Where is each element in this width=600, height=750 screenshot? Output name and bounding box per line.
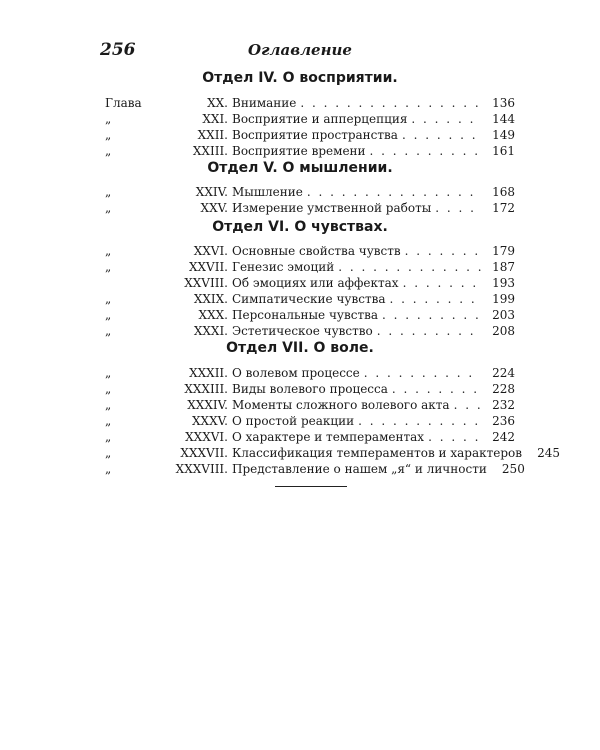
chapter-numeral: XXXI. — [193, 324, 228, 338]
chapter-title: Симпатические чувства — [232, 292, 386, 306]
dot-leader — [377, 322, 481, 340]
entry-prefix: „ — [105, 414, 112, 428]
page-ref: 187 — [492, 260, 515, 274]
dot-leader — [435, 199, 481, 217]
chapter-title: О волевом процессе — [232, 366, 360, 380]
toc-entry[interactable] — [105, 199, 515, 217]
entry-prefix: „ — [105, 398, 112, 412]
entry-prefix: „ — [105, 366, 112, 380]
entry-prefix: „ — [105, 260, 112, 274]
running-title: Оглавление — [248, 41, 352, 59]
chapter-numeral: XXVIII. — [184, 276, 228, 290]
page-ref: 250 — [501, 462, 525, 476]
chapter-title: Моменты сложного волевого акта — [232, 398, 450, 412]
entry-prefix: „ — [105, 144, 112, 158]
entry-prefix: „ — [105, 430, 112, 444]
page-ref: 199 — [492, 292, 515, 306]
page-ref: 224 — [492, 366, 515, 380]
chapter-numeral: XXXIV. — [187, 398, 228, 412]
entry-prefix: „ — [105, 462, 112, 476]
page-ref: 203 — [492, 308, 515, 322]
chapter-numeral: XXIII. — [192, 144, 228, 158]
entry-prefix: „ — [105, 128, 112, 142]
chapter-title: Представление о нашем „я“ и личности — [232, 462, 487, 476]
chapter-title: О простой реакции — [232, 414, 355, 428]
chapter-numeral: XXX. — [198, 308, 228, 322]
section-title: Отдел IV. О восприятии. — [202, 70, 398, 86]
page-ref: 232 — [492, 398, 515, 412]
entry-prefix: „ — [105, 292, 112, 306]
page-number: 256 — [100, 40, 136, 60]
end-rule — [275, 486, 347, 487]
toc-entry[interactable] — [105, 322, 515, 340]
page-ref: 242 — [492, 430, 515, 444]
chapter-title: Измерение умственной работы — [232, 201, 432, 215]
chapter-title: Персональные чувства — [232, 308, 378, 322]
entry-prefix: „ — [105, 185, 112, 199]
chapter-title: Восприятие времени — [232, 144, 366, 158]
section-title: Отдел VI. О чувствах. — [212, 219, 388, 235]
page-ref: 144 — [492, 112, 515, 126]
entry-prefix: „ — [105, 201, 112, 215]
page-ref: 168 — [492, 185, 515, 199]
chapter-numeral: XXXV. — [191, 414, 228, 428]
chapter-title: Внимание — [232, 96, 297, 110]
toc-entry[interactable] — [105, 142, 515, 160]
page-ref: 172 — [492, 201, 515, 215]
chapter-numeral: XXIV. — [195, 185, 228, 199]
page-ref: 245 — [537, 446, 560, 460]
chapter-title: Генезис эмоций — [232, 260, 335, 274]
chapter-title: Восприятие и апперцепция — [232, 112, 408, 126]
entry-prefix: „ — [105, 382, 112, 396]
chapter-title: Об эмоциях или аффектах — [232, 276, 399, 290]
chapter-numeral: XXI. — [202, 112, 228, 126]
chapter-title: Классификация темпераментов и характеров — [232, 446, 522, 460]
chapter-title: Мышление — [232, 185, 303, 199]
chapter-title: Эстетическое чувство — [232, 324, 373, 338]
entry-prefix: „ — [105, 244, 112, 258]
toc-entry[interactable] — [105, 460, 525, 478]
entry-prefix: „ — [105, 112, 112, 126]
chapter-numeral: XXVI. — [193, 244, 228, 258]
section-title: Отдел VII. О воле. — [226, 340, 374, 356]
chapter-title: Восприятие пространства — [232, 128, 398, 142]
page-ref: 228 — [492, 382, 515, 396]
chapter-numeral: XXV. — [200, 201, 228, 215]
page-ref: 236 — [492, 414, 515, 428]
entry-prefix: „ — [105, 324, 112, 338]
chapter-numeral: XX. — [207, 96, 228, 110]
page-ref: 208 — [492, 324, 515, 338]
section-title: Отдел V. О мышлении. — [207, 160, 393, 176]
chapter-numeral: XXXII. — [189, 366, 228, 380]
chapter-numeral: XXVII. — [188, 260, 228, 274]
page-ref: 136 — [492, 96, 515, 110]
chapter-numeral: XXXVIII. — [175, 462, 228, 476]
page-ref: 179 — [492, 244, 515, 258]
page-ref: 149 — [492, 128, 515, 142]
page-header — [0, 40, 600, 64]
page-ref: 193 — [492, 276, 515, 290]
page-ref: 161 — [492, 144, 515, 158]
entry-prefix: „ — [105, 308, 112, 322]
entry-prefix: Глава — [105, 96, 142, 110]
chapter-numeral: XXXIII. — [184, 382, 228, 396]
chapter-title: О характере и темпераментах — [232, 430, 425, 444]
chapter-title: Виды волевого процесса — [232, 382, 388, 396]
chapter-title: Основные свойства чувств — [232, 244, 401, 258]
chapter-numeral: XXXVII. — [180, 446, 228, 460]
chapter-numeral: XXIX. — [193, 292, 228, 306]
chapter-numeral: XXXVI. — [185, 430, 228, 444]
chapter-numeral: XXII. — [197, 128, 228, 142]
entry-prefix: „ — [105, 446, 112, 460]
dot-leader — [370, 142, 481, 160]
